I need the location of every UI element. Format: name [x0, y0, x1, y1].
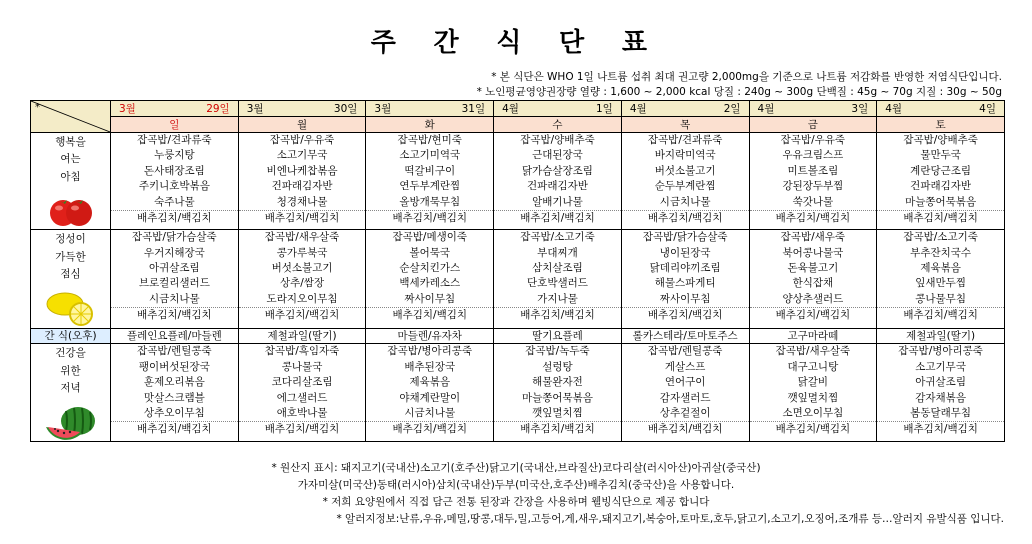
- menu-item: 제육볶음: [920, 262, 961, 274]
- menu-item: 건파래김자반: [527, 180, 588, 193]
- menu-item: 배추김치/백김치: [494, 307, 621, 323]
- menu-item: 닭갈비: [797, 376, 829, 389]
- menu-item: 배추김치/백김치: [622, 307, 749, 323]
- menu-item: 버섯소불고기: [654, 164, 716, 177]
- menu-item: 배추김치/백김치: [750, 421, 877, 437]
- breakfast-menu-cell: [238, 133, 366, 230]
- menu-item: 부대찌개: [537, 246, 578, 259]
- menu-item: 배추된장국: [404, 360, 456, 373]
- menu-item: 배추김치/백김치: [111, 421, 238, 437]
- date-cell: 3월 31일: [366, 101, 494, 117]
- weekday-cell: 금: [749, 117, 877, 133]
- lunch-menu-cell: [877, 230, 1005, 329]
- dinner-menu-cell: [749, 344, 877, 441]
- dinner-menu-cell: [366, 344, 494, 441]
- menu-item: 부추잔치국수: [910, 246, 972, 259]
- menu-item: 잡곡밥/양배추죽: [520, 134, 595, 146]
- menu-item: 배추김치/백김치: [622, 210, 749, 226]
- menu-item: 가지나물: [537, 292, 578, 305]
- menu-item: 주키니호박볶음: [138, 180, 210, 193]
- menu-item: 해물완자전: [532, 376, 583, 389]
- lunch-row: [31, 230, 1005, 329]
- menu-item: 닭데리야끼조림: [649, 262, 721, 274]
- menu-item: 콩나물국: [281, 360, 323, 373]
- menu-item: 아귀살조림: [915, 376, 966, 389]
- menu-item: 콩나물무침: [915, 292, 966, 305]
- snack-label: 간 식(오후): [31, 329, 111, 344]
- menu-item: 잡곡밥/우유죽: [269, 134, 335, 146]
- date-row: [31, 101, 1005, 117]
- menu-item: 계란당근조림: [910, 164, 972, 177]
- weekday-cell: 목: [621, 117, 749, 133]
- menu-item: 한식잡채: [792, 277, 834, 290]
- dinner-row: [31, 344, 1005, 441]
- menu-item: 설렁탕: [542, 360, 573, 373]
- menu-item: 잡곡밥/견과류죽: [647, 134, 723, 146]
- menu-item: 잡곡밥/소고기죽: [520, 231, 595, 244]
- origin-note-1: * 원산지 표시: 돼지고기(국내산)소고기(호주산)닭고기(국내산,브라질산)코다리살(러시아산)아귀살(중국산): [271, 462, 761, 474]
- menu-item: 팽이버섯된장국: [138, 360, 210, 373]
- menu-item: 강된장두부찜: [782, 180, 844, 193]
- date-cell: 4월 3일: [749, 101, 877, 117]
- menu-item: 배추김치/백김치: [366, 421, 493, 437]
- menu-item: 건파래김자반: [271, 180, 333, 193]
- menu-item: 삼치살조림: [532, 262, 583, 274]
- breakfast-label: 행복을 여는 아침: [31, 133, 111, 230]
- menu-item: 잡곡밥/병아리콩죽: [387, 345, 473, 358]
- page-title: 주 간 식 단 표: [370, 28, 662, 58]
- menu-item: 잡곡밥/우유죽: [780, 134, 846, 146]
- menu-item: 배추김치/백김치: [366, 210, 493, 226]
- allergy-note: * 알러지정보:난류,우유,메밀,땅콩,대두,밀,고등어,게,새우,돼지고기,복숭아,토마토,호두,닭고기,소고기,오징어,조개류 등…알러지 유발식품 입니다.: [336, 513, 1004, 525]
- corner-mark: *: [35, 102, 40, 113]
- corner-diagonal: [31, 101, 110, 132]
- menu-item: 숙주나물: [154, 195, 195, 208]
- menu-item: 배추김치/백김치: [366, 307, 493, 323]
- menu-item: 배추김치/백김치: [877, 421, 1004, 437]
- menu-item: 코다리살조림: [271, 376, 333, 389]
- menu-item: 소면오이무침: [782, 407, 844, 419]
- menu-item: 배추김치/백김치: [239, 210, 366, 226]
- menu-item: 잡곡밥/새우살죽: [775, 345, 851, 358]
- menu-item: 북어콩나물국: [782, 246, 844, 259]
- date-cell: 3월 30일: [238, 101, 366, 117]
- snack-cell: 고구마라떼: [749, 329, 877, 344]
- menu-item: 잡곡밥/소고기죽: [903, 231, 978, 244]
- menu-item: 잡곡밥/메생이죽: [392, 231, 468, 244]
- menu-item: 떡갈비구이: [404, 164, 456, 177]
- menu-item: 연어구이: [664, 376, 706, 389]
- menu-item: 배추김치/백김치: [494, 421, 621, 437]
- menu-item: 돈사태장조림: [143, 164, 205, 177]
- weekday-cell: 화: [366, 117, 494, 133]
- menu-item: 제육볶음: [409, 376, 451, 389]
- menu-item: 애호박나물: [276, 407, 328, 419]
- dinner-menu-cell: [238, 344, 366, 441]
- tomato-icon: [45, 191, 97, 229]
- menu-item: 배추김치/백김치: [877, 210, 1004, 226]
- lunch-menu-cell: [111, 230, 239, 329]
- menu-item: 순살치킨가스: [399, 262, 461, 274]
- menu-item: 배추김치/백김치: [494, 210, 621, 226]
- menu-item: 상추겉절이: [659, 407, 711, 419]
- menu-item: 단호박샐러드: [527, 277, 588, 290]
- menu-item: 콩가루북국: [276, 246, 328, 259]
- breakfast-menu-cell: [494, 133, 622, 230]
- menu-item: 마늘쫑어묵볶음: [521, 391, 593, 404]
- weekday-cell: 일: [111, 117, 239, 133]
- snack-cell: 제철과일(딸기): [877, 329, 1005, 344]
- menu-item: 마늘쫑어묵볶음: [905, 195, 977, 208]
- lunch-menu-cell: [621, 230, 749, 329]
- menu-item: 잡곡밥/견과류죽: [137, 134, 212, 146]
- menu-item: 버섯소불고기: [271, 262, 333, 274]
- snack-row: [31, 329, 1005, 344]
- weekly-menu-table: [30, 100, 1005, 442]
- menu-item: 야채계란말이: [399, 391, 461, 404]
- menu-item: 닭가슴살장조림: [521, 164, 593, 177]
- origin-note-2: 가자미살(미국산)동태(러시아)삼치(국내산)두부(미국산,호주산)배추김치(중국산)을 사용합니다.: [297, 479, 735, 491]
- menu-item: 배추김치/백김치: [239, 307, 366, 323]
- menu-item: 감자샐러드: [659, 391, 711, 404]
- menu-item: 양상추샐러드: [782, 292, 844, 305]
- menu-item: 훈제오리볶음: [143, 376, 205, 389]
- date-cell: 4월 4일: [877, 101, 1005, 117]
- menu-item: 잡곡밥/닭가슴살죽: [642, 231, 728, 244]
- menu-item: 소고기미역국: [399, 149, 461, 162]
- date-cell: 4월 2일: [621, 101, 749, 117]
- breakfast-menu-cell: [366, 133, 494, 230]
- menu-item: 누룽지탕: [154, 149, 195, 162]
- lunch-menu-cell: [366, 230, 494, 329]
- breakfast-menu-cell: [749, 133, 877, 230]
- menu-item: 잡곡밥/병아리콩죽: [898, 345, 983, 358]
- dinner-menu-cell: [111, 344, 239, 441]
- snack-cell: 딸기요플레: [494, 329, 622, 344]
- menu-item: 찹곡밥/흑임자죽: [264, 345, 340, 358]
- date-cell: 3월 29일: [111, 101, 239, 117]
- menu-item: 잡곡밥/렌틸콩죽: [647, 345, 723, 358]
- menu-item: 올방개묵무침: [399, 195, 461, 208]
- date-cell: 4월 1일: [494, 101, 622, 117]
- menu-item: 물만두국: [920, 149, 961, 162]
- menu-item: 배추김치/백김치: [239, 421, 366, 437]
- menu-item: 아귀살조림: [148, 262, 200, 274]
- menu-item: 순두부계란찜: [654, 180, 716, 193]
- snack-cell: 마들렌/유자차: [366, 329, 494, 344]
- menu-item: 시금치나물: [148, 292, 200, 305]
- menu-item: 청경채나물: [276, 195, 328, 208]
- menu-item: 상추/쌈장: [279, 277, 325, 290]
- menu-item: 배추김치/백김치: [622, 421, 749, 437]
- breakfast-menu-cell: [877, 133, 1005, 230]
- menu-item: 연두부계란찜: [399, 180, 461, 193]
- menu-item: 시금치나물: [659, 195, 711, 208]
- menu-item: 냉이된장국: [659, 246, 711, 259]
- weekday-cell: 토: [877, 117, 1005, 133]
- table-corner: [31, 101, 111, 133]
- breakfast-menu-cell: [621, 133, 749, 230]
- snack-cell: 플레인요플레/마들렌: [111, 329, 239, 344]
- menu-item: 잡곡밥/양배추죽: [903, 134, 978, 146]
- menu-item: 감자채볶음: [915, 391, 966, 404]
- menu-item: 맛살스크램블: [143, 391, 205, 404]
- menu-item: 백세카레소스: [399, 277, 461, 290]
- menu-item: 상추오이무침: [143, 407, 205, 419]
- lunch-label: 정성이 가득한 점심: [31, 230, 111, 329]
- watermelon-icon: [42, 403, 100, 441]
- menu-item: 잡곡밥/녹두죽: [525, 345, 590, 358]
- menu-item: 잡곡밥/새우죽: [780, 231, 846, 244]
- menu-item: 게살스프: [664, 360, 706, 373]
- weekday-cell: 월: [238, 117, 366, 133]
- menu-item: 바지락미역국: [654, 149, 716, 162]
- menu-item: 소고기무국: [915, 360, 966, 373]
- menu-item: 잡곡밥/렌틸콩죽: [137, 345, 212, 358]
- sodium-note: * 본 식단은 WHO 1일 나트륨 섭취 최대 권고량 2,000mg을 기준으로 나트륨 저감화를 반영한 저염식단입니다.: [491, 71, 1002, 83]
- menu-item: 쑥갓나물: [792, 195, 834, 208]
- menu-item: 도라지오이무침: [266, 292, 338, 305]
- breakfast-row: [31, 133, 1005, 230]
- nutrition-note: * 노인평균영양권장량 열량 : 1,600 ~ 2,000 kcal 당질 : 240g ~ 300g 단백질 : 45g ~ 70g 지질 : 30g ~ 50g: [476, 86, 1002, 98]
- snack-cell: 제철과일(딸기): [238, 329, 366, 344]
- menu-item: 건파래김자반: [910, 180, 972, 193]
- lemon-icon: [43, 288, 99, 328]
- lunch-menu-cell: [238, 230, 366, 329]
- menu-item: 잡곡밥/닭가슴살죽: [132, 231, 217, 244]
- menu-item: 알배기나물: [532, 195, 583, 208]
- menu-item: 우거지해장국: [143, 246, 205, 259]
- menu-item: 잡곡밥/새우살죽: [264, 231, 340, 244]
- lunch-menu-cell: [494, 230, 622, 329]
- sauce-note: * 저희 요양원에서 직접 담근 전통 된장과 간장을 사용하며 웰빙식단으로 제공 합니다: [322, 496, 710, 508]
- breakfast-menu-cell: [111, 133, 239, 230]
- menu-item: 우유크림스프: [782, 149, 844, 162]
- menu-item: 배추김치/백김치: [750, 307, 877, 323]
- dinner-label: 건강을 위한 저녁: [31, 344, 111, 441]
- menu-item: 잡곡밥/현미죽: [397, 134, 462, 146]
- menu-item: 에그샐러드: [276, 391, 328, 404]
- menu-item: 비엔나케찹볶음: [266, 164, 338, 177]
- dinner-menu-cell: [621, 344, 749, 441]
- menu-item: 해물스파게티: [654, 277, 716, 290]
- menu-item: 배추김치/백김치: [111, 210, 238, 226]
- menu-item: 시금치나물: [404, 407, 456, 419]
- menu-item: 돈육불고기: [787, 262, 839, 274]
- menu-item: 대구고니탕: [787, 360, 839, 373]
- menu-item: 깻잎멸치찜: [787, 391, 839, 404]
- menu-item: 브로컬리샐러드: [138, 277, 210, 290]
- menu-item: 짜사이무침: [404, 292, 456, 305]
- dinner-menu-cell: [494, 344, 622, 441]
- menu-item: 미트볼조림: [787, 164, 839, 177]
- menu-item: 배추김치/백김치: [111, 307, 238, 323]
- menu-item: 근대된장국: [532, 149, 583, 162]
- dinner-menu-cell: [877, 344, 1005, 441]
- menu-item: 깻잎멸치찜: [532, 407, 583, 419]
- lunch-menu-cell: [749, 230, 877, 329]
- menu-item: 소고기무국: [276, 149, 328, 162]
- menu-item: 배추김치/백김치: [750, 210, 877, 226]
- snack-cell: 롤카스테라/토마토주스: [621, 329, 749, 344]
- menu-item: 잎새만두찜: [915, 277, 966, 290]
- menu-item: 배추김치/백김치: [877, 307, 1004, 323]
- weekday-cell: 수: [494, 117, 622, 133]
- notes-top: [477, 70, 1002, 100]
- menu-item: 볼어묵국: [409, 246, 451, 259]
- notes-bottom: [0, 460, 1032, 528]
- weekday-row: [31, 117, 1005, 133]
- menu-item: 봄동달래무침: [910, 407, 972, 419]
- menu-item: 짜사이무침: [659, 292, 711, 305]
